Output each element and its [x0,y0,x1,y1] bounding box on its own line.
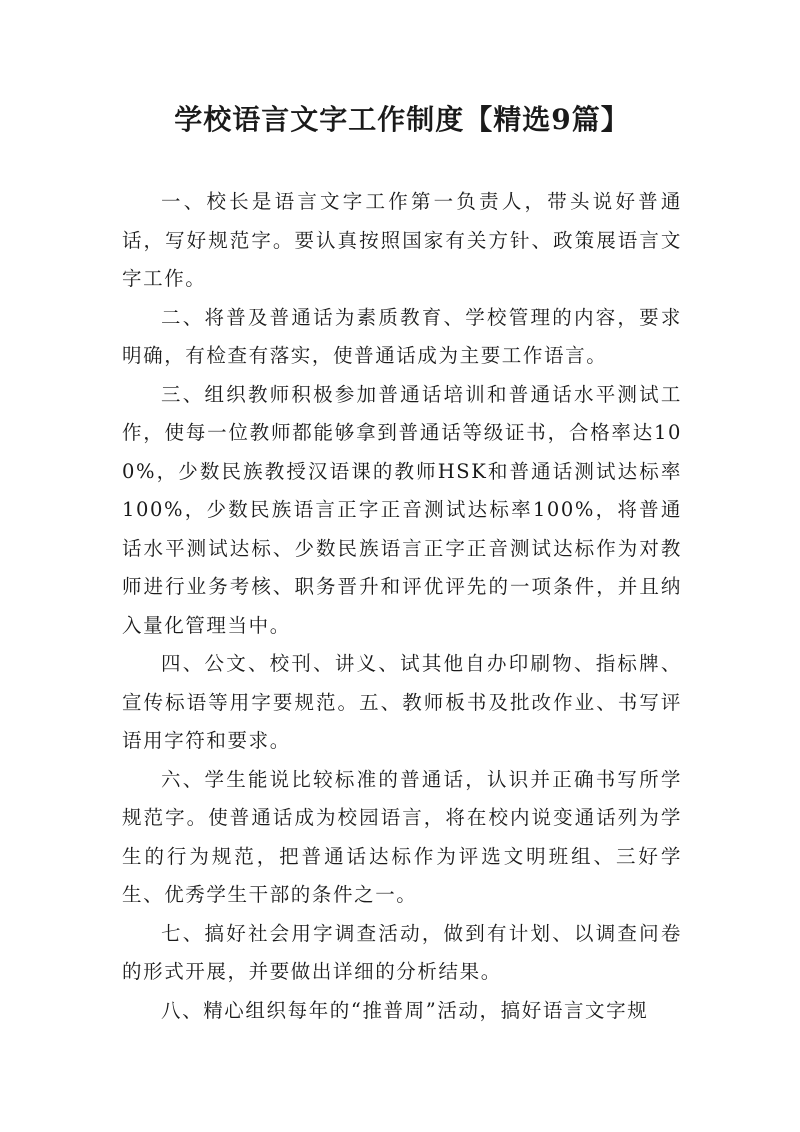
paragraph-3: 三、组织教师积极参加普通话培训和普通话水平测试工作，使每一位教师都能够拿到普通话等级证书，合格率达100%，少数民族教授汉语课的教师HSK和普通话测试达标率100%，少数民族语言正字正音测试达标率100%，将普通话水平测试达标、少数民族语言正字正音测试达标作为对教师进行业务考核、职务晋升和评优评先的一项条件，并且纳入量化管理当中。 [122,382,682,637]
document-body [122,183,682,1030]
paragraph-7: 七、搞好社会用字调查活动，做到有计划、以调查问卷的形式开展，并要做出详细的分析结果。 [122,921,682,983]
document-title: 学校语言文字工作制度【精选9篇】 [174,103,630,136]
paragraph-8: 八、精心组织每年的“推普周”活动，搞好语言文字规 [161,998,649,1022]
paragraph-6: 六、学生能说比较标准的普通话，认识并正确书写所学规范字。使普通话成为校园语言，将在校内说变通话列为学生的行为规范，把普通话达标作为评选文明班组、三好学生、优秀学生干部的条件之一。 [122,767,682,906]
paragraph-1: 一、校长是语言文字工作第一负责人，带头说好普通话，写好规范字。要认真按照国家有关方针、政策展语言文字工作。 [122,190,682,290]
paragraph-4: 四、公文、校刊、讲义、试其他自办印刷物、指标牌、宣传标语等用字要规范。五、教师板书及批改作业、书写评语用字符和要求。 [122,652,682,752]
paragraph-2: 二、将普及普通话为素质教育、学校管理的内容，要求明确，有检查有落实，使普通话成为主要工作语言。 [122,305,682,367]
